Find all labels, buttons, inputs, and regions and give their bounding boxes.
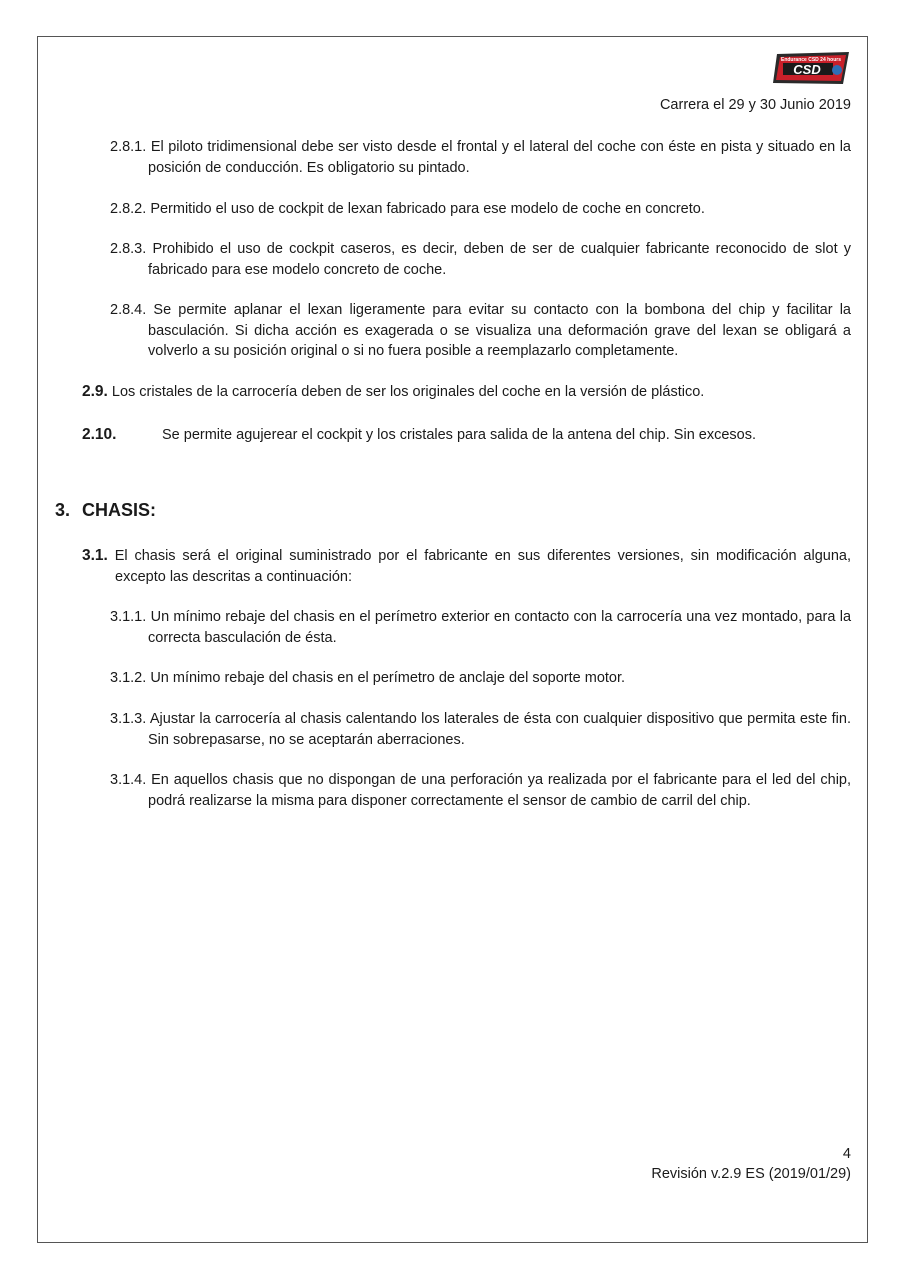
section-number: 3. <box>55 500 71 520</box>
item-text: Un mínimo rebaje del chasis en el perímetro de anclaje del soporte motor. <box>150 670 626 686</box>
item-2-9 <box>82 382 851 403</box>
item-2-8-3 <box>110 239 851 280</box>
section-title-chasis <box>55 500 156 521</box>
item-number: 3.1.3. <box>110 711 147 727</box>
item-number: 3.1. <box>82 547 108 564</box>
item-3-1 <box>82 546 851 587</box>
item-number: 2.8.4. <box>110 302 147 318</box>
csd-logo <box>771 50 851 86</box>
item-number: 2.8.2. <box>110 201 147 217</box>
item-number: 2.9. <box>82 383 108 400</box>
item-3-1-1 <box>110 607 851 648</box>
section-heading: CHASIS: <box>82 500 157 520</box>
item-number: 3.1.1. <box>110 609 147 625</box>
revision-label: Revisión v.2.9 ES (2019/01/29) <box>651 1166 851 1182</box>
item-number: 2.10. <box>82 426 117 443</box>
item-2-10 <box>82 425 851 446</box>
page-number: 4 <box>842 1146 851 1162</box>
item-text: En aquellos chasis que no dispongan de una perforación ya realizada por el fabricante para el led del chip, podrá realizarse la misma para disponer correctamente el sensor de cambio de carril del chip. <box>148 772 852 809</box>
item-2-8-4 <box>110 300 851 362</box>
item-text: Prohibido el uso de cockpit caseros, es decir, deben de ser de cualquier fabricante reconocido de slot y fabricado para ese modelo concreto de coche. <box>148 241 852 278</box>
logo-text: CSD <box>793 62 821 77</box>
item-number: 3.1.2. <box>110 670 147 686</box>
item-text: Los cristales de la carrocería deben de ser los originales del coche en la versión de plástico. <box>111 384 705 400</box>
item-text: Se permite aplanar el lexan ligeramente para evitar su contacto con la bombona del chip y facilitar la basculación. Si dicha acción es exagerada o se visualiza una deformación grave del lexan se obligará a volverlo a su posición original o si no fuera posible a reemplazarlo completamente. <box>148 302 851 359</box>
logo-subtext: Endurance CSD 24 hours <box>780 57 842 63</box>
item-2-8-2 <box>110 199 851 220</box>
item-number: 3.1.4. <box>110 772 147 788</box>
item-text: Se permite agujerear el cockpit y los cristales para salida de la antena del chip. Sin excesos. <box>162 427 757 443</box>
item-text: Permitido el uso de cockpit de lexan fabricado para ese modelo de coche en concreto. <box>150 201 705 217</box>
item-text: El chasis será el original suministrado por el fabricante en sus diferentes versiones, sin modificación alguna, excepto las descritas a continuación: <box>114 548 851 585</box>
item-2-8-1 <box>110 137 851 178</box>
item-text: El piloto tridimensional debe ser visto desde el frontal y el lateral del coche con éste en pista y situado en la posición de conducción. Es obligatorio su pintado. <box>148 139 851 176</box>
item-number: 2.8.1. <box>110 139 147 155</box>
event-date: Carrera el 29 y 30 Junio 2019 <box>659 97 851 113</box>
item-3-1-3 <box>110 709 851 750</box>
item-number: 2.8.3. <box>110 241 147 257</box>
item-3-1-4 <box>110 770 851 811</box>
item-text: Ajustar la carrocería al chasis calentando los laterales de ésta con cualquier dispositivo que permita este fin. Sin sobrepasarse, no se aceptarán aberraciones. <box>148 711 851 748</box>
item-3-1-2 <box>110 668 851 689</box>
item-text: Un mínimo rebaje del chasis en el perímetro exterior en contacto con la carrocería una vez montado, para la correcta basculación de ésta. <box>148 609 852 646</box>
